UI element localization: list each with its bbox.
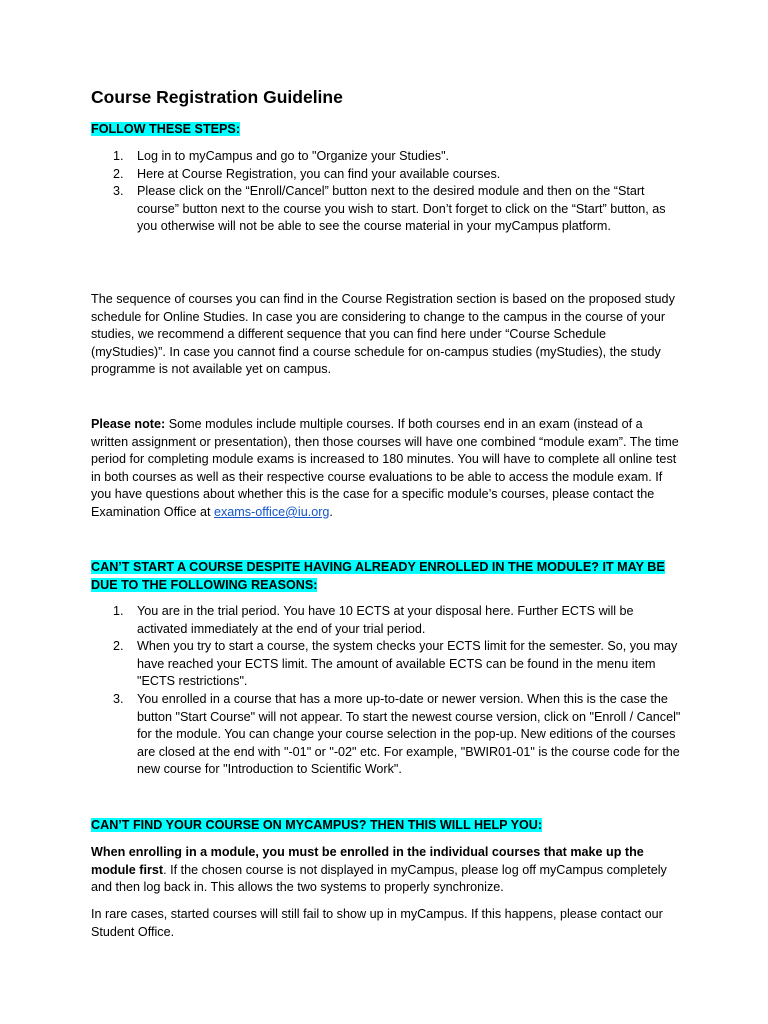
- section-heading-cant-find: [91, 817, 681, 835]
- list-item-text: You are in the trial period. You have 10 ECTS at your disposal here. Further ECTS will be activated immediately at the end of your trial period.: [137, 604, 634, 636]
- list-number: 3.: [113, 691, 124, 706]
- list-number: 3.: [113, 184, 124, 199]
- note-label: Please note:: [91, 417, 166, 431]
- help-bold-lead: When enrolling in a module, you must be enrolled in the individual courses that make up the module first: [91, 845, 644, 877]
- email-link[interactable]: exams-office@iu.org: [213, 504, 330, 519]
- closing-paragraph: In rare cases, started courses will still fail to show up in myCampus. If this happens, please contact our Student Office.: [91, 907, 663, 939]
- list-number: 2.: [113, 166, 124, 181]
- list-item: [91, 166, 681, 184]
- list-item: [91, 691, 681, 779]
- list-item-text: Log in to myCampus and go to "Organize your Studies".: [137, 149, 450, 163]
- help-rest: . If the chosen course is not displayed in myCampus, please log off myCampus completely and then log back in. This allows the two systems to properly synchronize.: [91, 862, 667, 895]
- help-paragraph: [91, 844, 681, 897]
- list-item: [91, 638, 681, 691]
- page-title: Course Registration Guideline: [91, 87, 343, 107]
- note-end: .: [329, 504, 333, 519]
- list-number: 1.: [113, 604, 124, 618]
- highlighted-heading: CAN’T FIND YOUR COURSE ON MYCAMPUS? THEN THIS WILL HELP YOU:: [91, 818, 543, 832]
- steps-list: [91, 148, 681, 236]
- list-item-text: You enrolled in a course that has a more up-to-date or newer version. When this is the case the button "Start Course" will not appear. To start the newest course version, click on "Enroll / Cancel" for the module. You can change your course selection in the pop-up. New editions of the courses are closed at the end with "-01" or "-02" etc. For example, "BWIR01-01" is the course code for the new course for "Introduction to Scientific Work".: [137, 691, 681, 777]
- list-number: 1.: [113, 149, 124, 163]
- list-item: [91, 183, 681, 236]
- list-item: [91, 603, 681, 638]
- section-heading-steps: [91, 121, 681, 139]
- section-heading-cant-start: [91, 559, 681, 594]
- reasons-list: [91, 603, 681, 779]
- list-item-text: When you try to start a course, the system checks your ECTS limit for the semester. So, you may have reached your ECTS limit. The amount of available ECTS can be found in the menu item "ECTS restrictions".: [137, 639, 678, 689]
- note-paragraph: [91, 416, 681, 522]
- highlighted-heading: CAN’T START A COURSE DESPITE HAVING ALREADY ENROLLED IN THE MODULE? IT MAY BE DUE TO THE FOLLOWING REASONS:: [91, 560, 665, 592]
- note-text: Some modules include multiple courses. If both courses end in an exam (instead of a written assignment or presentation), then those courses will have one combined “module exam”. The time period for completing module exams is increased to 180 minutes. You will have to complete all online test in both courses as well as their respective course evaluations to be able to access the module exam. If you have questions about whether this is the case for a specific module’s courses, please contact the Examination Office at: [91, 417, 679, 519]
- sequence-paragraph: The sequence of courses you can find in the Course Registration section is based on the proposed study schedule for Online Studies. In case you are considering to change to the campus in the course of your studies, we recommend a different sequence that you can find here under “Course Schedule (myStudies)”. In case you cannot find a course schedule for on-campus studies (myStudies), the study programme is not available yet on campus.: [91, 292, 675, 377]
- list-item-text: Here at Course Registration, you can find your available courses.: [137, 166, 501, 181]
- list-item-text: Please click on the “Enroll/Cancel” button next to the desired module and then on the “Start course” button next to the course you wish to start. Don’t forget to click on the “Start” button, as you otherwise will not be able to see the course material in your myCampus platform.: [137, 184, 666, 234]
- list-number: 2.: [113, 639, 124, 654]
- highlighted-heading: FOLLOW THESE STEPS:: [91, 122, 241, 136]
- list-item: [91, 148, 681, 166]
